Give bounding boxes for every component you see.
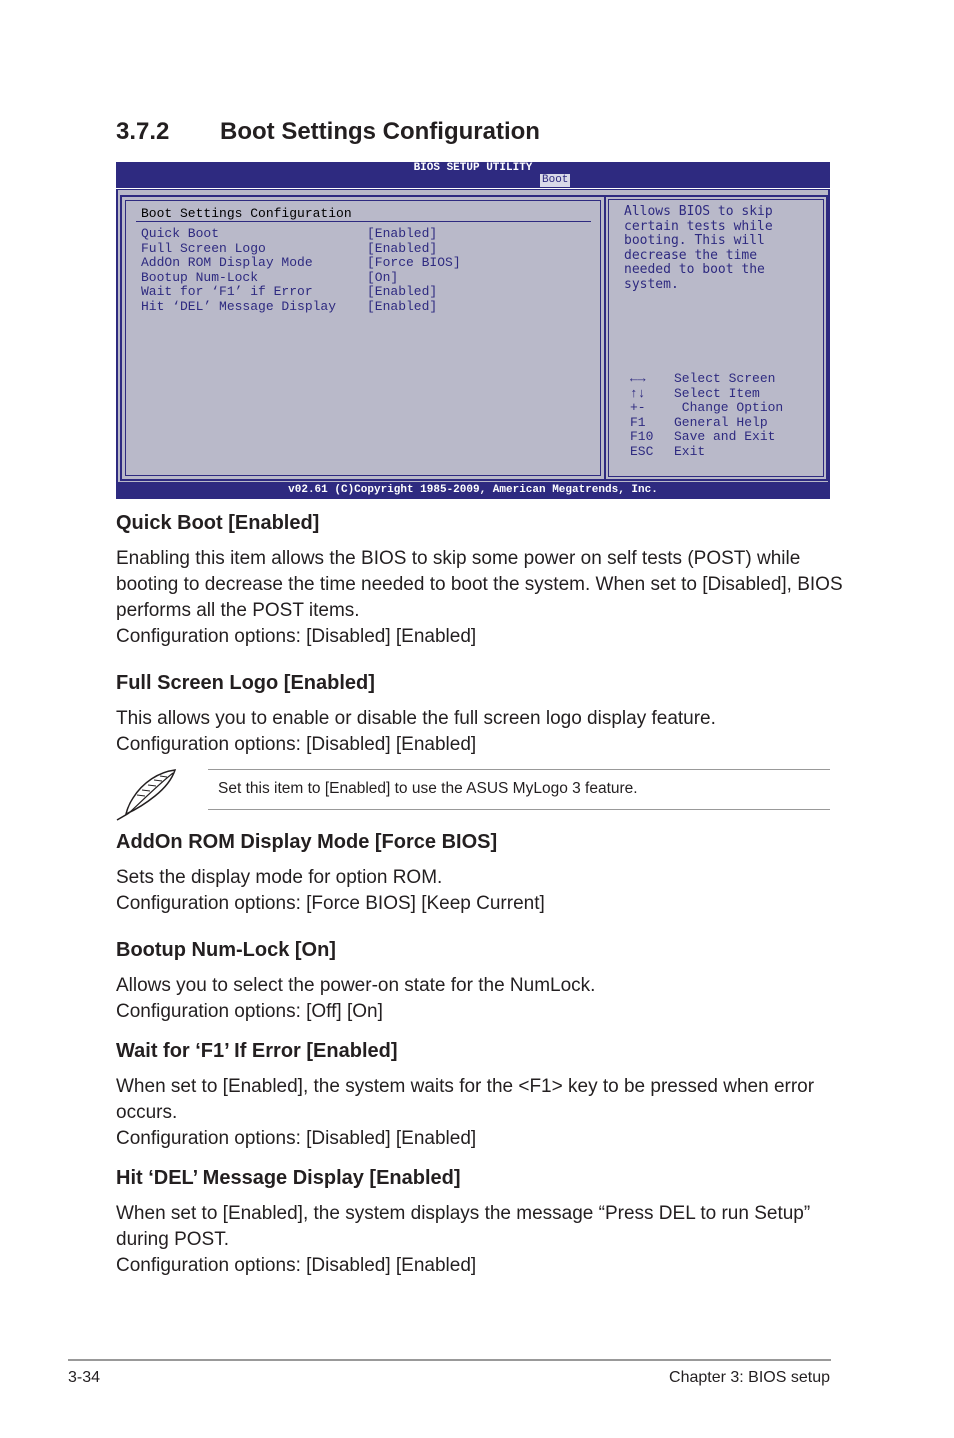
full-screen-logo-description: This allows you to enable or disable the full screen logo display feature. [116, 708, 716, 729]
setting-label: Hit ‘DEL’ Message Display [141, 298, 337, 314]
quick-boot-options: Configuration options: [Disabled] [Enabled] [116, 626, 477, 647]
setting-label: Wait for ‘F1’ if Error [141, 284, 313, 300]
setting-value: [Enabled] [367, 226, 438, 241]
setting-value: [Enabled] [367, 240, 438, 256]
hit-del-options: Configuration options: [Disabled] [Enabled] [116, 1255, 477, 1276]
key-name: ESC [630, 443, 654, 459]
bios-settings-list [141, 227, 461, 315]
setting-row-quick-boot[interactable] [141, 227, 461, 242]
num-lock-description: Allows you to select the power-on state for the NumLock. [116, 975, 596, 996]
bios-copyright: v02.61 (C)Copyright 1985-2009, American Megatrends, Inc. [288, 484, 658, 496]
key-legend-row [630, 387, 783, 402]
bios-body [118, 190, 828, 482]
setting-label: AddOn ROM Display Mode [141, 255, 313, 271]
bios-screen [116, 162, 830, 499]
section-title-hit-del: Hit ‘DEL’ Message Display [Enabled] [116, 1167, 461, 1189]
help-text: Allows BIOS to skip certain tests while booting. This will decrease the time needed to boot the system. [624, 204, 773, 292]
bios-section-title: Boot Settings Configuration [141, 206, 352, 221]
setting-label: Bootup Num-Lock [141, 269, 259, 285]
heading-title: Boot Settings Configuration [220, 118, 540, 145]
key-action: Save and Exit [674, 429, 776, 445]
footer-rule [68, 1359, 831, 1361]
note-bottom-rule [208, 809, 830, 810]
setting-row-full-screen-logo[interactable] [141, 242, 461, 257]
page-heading [116, 118, 540, 146]
heading-number: 3.7.2 [116, 118, 170, 145]
chapter-title: Chapter 3: BIOS setup [669, 1369, 830, 1386]
setting-row-wait-f1[interactable] [141, 285, 461, 300]
quick-boot-description: Enabling this item allows the BIOS to skip some power on self tests (POST) while booting to decrease the time needed to boot the system. When set to [Disabled], BIOS performs all the POST items. [116, 548, 843, 621]
note-top-rule [208, 769, 830, 770]
key-action: General Help [674, 414, 768, 430]
key-action: Select Item [674, 385, 760, 401]
section-title-quick-boot: Quick Boot [Enabled] [116, 512, 320, 534]
setting-label: Full Screen Logo [141, 240, 266, 256]
hit-del-description: When set to [Enabled], the system displays the message “Press DEL to run Setup” during POST. [116, 1203, 811, 1250]
key-legend-row [630, 445, 783, 460]
divider [136, 221, 591, 222]
addon-rom-description: Sets the display mode for option ROM. [116, 867, 443, 888]
bios-settings-panel [120, 195, 606, 481]
key-action: Select Screen [674, 371, 776, 386]
key-name: F1 [630, 414, 646, 430]
setting-row-hit-del[interactable] [141, 300, 461, 315]
key-action: Change Option [674, 400, 784, 416]
feather-quill-icon [115, 766, 181, 822]
tab-boot[interactable]: Boot [542, 174, 569, 186]
addon-rom-options: Configuration options: [Force BIOS] [Keep Current] [116, 893, 545, 914]
section-title-num-lock: Bootup Num-Lock [On] [116, 939, 336, 961]
key-legend-row [630, 401, 783, 416]
setting-value: [Enabled] [367, 284, 438, 300]
section-title-addon-rom: AddOn ROM Display Mode [Force BIOS] [116, 831, 498, 853]
setting-value: [Force BIOS] [367, 255, 461, 271]
wait-f1-options: Configuration options: [Disabled] [Enabled] [116, 1128, 477, 1149]
section-title-full-screen-logo: Full Screen Logo [Enabled] [116, 672, 375, 694]
plus-minus-icon: +- [630, 400, 646, 416]
key-name: F10 [630, 429, 654, 445]
key-legend-row [630, 416, 783, 431]
note-text: Set this item to [Enabled] to use the ASUS MyLogo 3 feature. [218, 780, 638, 797]
wait-f1-description: When set to [Enabled], the system waits for the <F1> key to be pressed when error occurs. [116, 1076, 815, 1123]
bios-tab-bar [116, 174, 830, 189]
key-legend-row [630, 430, 783, 445]
left-right-arrows-icon: ←→ [630, 371, 646, 386]
key-legend [630, 372, 783, 460]
up-down-arrows-icon: ↑↓ [630, 385, 646, 401]
section-title-wait-f1: Wait for ‘F1’ If Error [Enabled] [116, 1040, 398, 1062]
setting-row-addon-rom[interactable] [141, 256, 461, 271]
setting-row-num-lock[interactable] [141, 271, 461, 286]
setting-value: [Enabled] [367, 298, 438, 314]
num-lock-options: Configuration options: [Off] [On] [116, 1001, 383, 1022]
page-number: 3-34 [68, 1369, 101, 1386]
bios-title: BIOS SETUP UTILITY [413, 162, 533, 174]
bios-help-panel [604, 195, 828, 481]
full-screen-logo-options: Configuration options: [Disabled] [Enabled] [116, 734, 477, 755]
key-action: Exit [674, 443, 706, 459]
setting-label: Quick Boot [141, 226, 220, 241]
key-legend-row [630, 372, 783, 387]
setting-value: [On] [367, 269, 399, 285]
